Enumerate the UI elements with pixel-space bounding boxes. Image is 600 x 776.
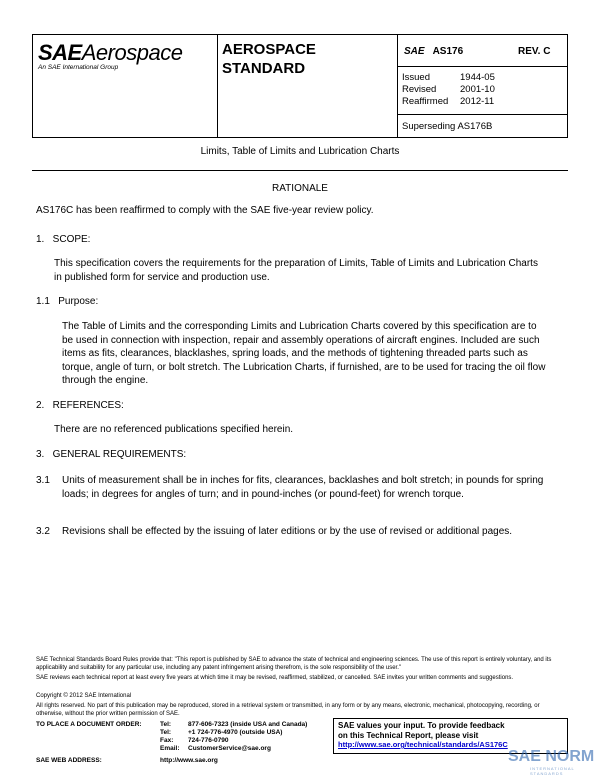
section-3-1-text: Units of measurement shall be in inches for fits, clearances, backlashes and bolt stretch; in pounds for spring loads; in degrees for angles of turn; and in pound-inches (or pound-feet) for wrench torque. <box>62 475 544 500</box>
header-divider-4 <box>397 114 568 115</box>
fax-number: 724-776-0790 <box>188 737 229 744</box>
header-divider-2 <box>397 34 398 138</box>
standard-type-line1: AEROSPACE <box>222 41 316 58</box>
section-1-1-heading: 1.1 Purpose: <box>36 296 99 307</box>
sae-mini-logo: SAE <box>404 46 425 57</box>
reaffirmed-date: 2012-11 <box>460 96 495 107</box>
revision-label: REV. C <box>518 46 551 57</box>
section-1-heading: 1. SCOPE: <box>36 234 91 245</box>
footer-board-rules: SAE Technical Standards Board Rules provide that: "This report is published by SAE to advance the state of technical and engineering sciences. The use of this report is entirely voluntary, and its applicability and suitability for any particular use, including any patent infringement arising therefrom, is the sole responsibility of the user." <box>36 657 552 671</box>
footer-rights: All rights reserved. No part of this publication may be reproduced, stored in a retrieval system or transmitted, in any form or by any means, electronic, mechanical, photocopying, recording, or otherwise, without the prior written permission of SAE. <box>36 703 540 717</box>
date-block <box>402 72 495 108</box>
section-3-heading: 3. GENERAL REQUIREMENTS: <box>36 449 187 460</box>
superseding-note: Superseding AS176B <box>402 121 493 132</box>
title-rule <box>32 170 568 171</box>
section-2-heading: 2. REFERENCES: <box>36 400 124 411</box>
order-label: TO PLACE A DOCUMENT ORDER: <box>36 721 142 728</box>
issued-date: 1944-05 <box>460 72 495 83</box>
rationale-heading: RATIONALE <box>272 183 328 194</box>
web-label: SAE WEB ADDRESS: <box>36 757 102 764</box>
web-address[interactable]: http://www.sae.org <box>160 757 218 764</box>
footer-review-note: SAE reviews each technical report at least every five years at which time it may be revised, reaffirmed, stabilized, or cancelled. SAE invites your written comments and suggestions. <box>36 675 514 681</box>
footer-copyright: Copyright © 2012 SAE International <box>36 693 132 699</box>
standard-type <box>222 40 316 78</box>
sae-norm-watermark: SAE NORM <box>508 748 595 765</box>
section-3-1-number: 3.1 <box>36 475 50 486</box>
issued-label: Issued <box>402 72 430 83</box>
section-1-1-text: The Table of Limits and the corresponding Limits and Lubrication Charts covered by this specification are to be used in connection with inspection, repair and assembly operations of aircraft engines. Included are such items as fits, clearances, blacklashes, spring loads, and the methods of tightening threaded parts such as torque, angle of turn, or bolt stretch. The Lubrication Charts, if furnished, are to be used for tracing the oil flow through the engine. <box>62 321 546 386</box>
section-2-text: There are no referenced publications specified herein. <box>54 424 294 435</box>
order-contacts <box>160 721 332 753</box>
section-3-2-number: 3.2 <box>36 526 50 537</box>
tel-inside-usa: 877-606-7323 (inside USA and Canada) <box>188 721 308 728</box>
feedback-line1: SAE values your input. To provide feedback <box>338 721 505 730</box>
feedback-link[interactable]: http://www.sae.org/technical/standards/AS176C <box>338 740 508 749</box>
watermark-subtitle: INTERNATIONAL STANDARDS <box>530 766 575 776</box>
document-number <box>404 46 463 57</box>
tel-label-2: Tel: <box>160 729 172 736</box>
section-1-text: This specification covers the requirements for the preparation of Limits, Table of Limits and Lubrication Charts in published form for service and production use. <box>54 258 538 283</box>
section-3-2-text: Revisions shall be effected by the issuing of later editions or by the use of revised or additional pages. <box>62 526 513 537</box>
reaffirmed-label: Reaffirmed <box>402 96 449 107</box>
tel-label: Tel: <box>160 721 172 728</box>
rationale-text: AS176C has been reaffirmed to comply with the SAE five-year review policy. <box>36 205 374 216</box>
feedback-line2: on this Technical Report, please visit <box>338 730 479 740</box>
email-address[interactable]: CustomerService@sae.org <box>188 745 271 752</box>
tel-outside-usa: +1 724-776-4970 (outside USA) <box>188 729 283 736</box>
standard-type-line2: STANDARD <box>222 60 306 77</box>
revised-date: 2001-10 <box>460 84 495 95</box>
email-label: Email: <box>160 745 180 752</box>
fax-label: Fax: <box>160 737 174 744</box>
document-title: Limits, Table of Limits and Lubrication Charts <box>200 146 400 157</box>
logo-subtitle: An SAE International Group <box>38 64 119 71</box>
logo-bold: SAE <box>38 40 82 65</box>
document-number-value: AS176 <box>432 46 464 57</box>
logo-text: Aerospace <box>81 40 183 65</box>
revised-label: Revised <box>402 84 437 95</box>
header-divider-3 <box>397 66 568 67</box>
sae-aerospace-logo <box>38 40 218 71</box>
